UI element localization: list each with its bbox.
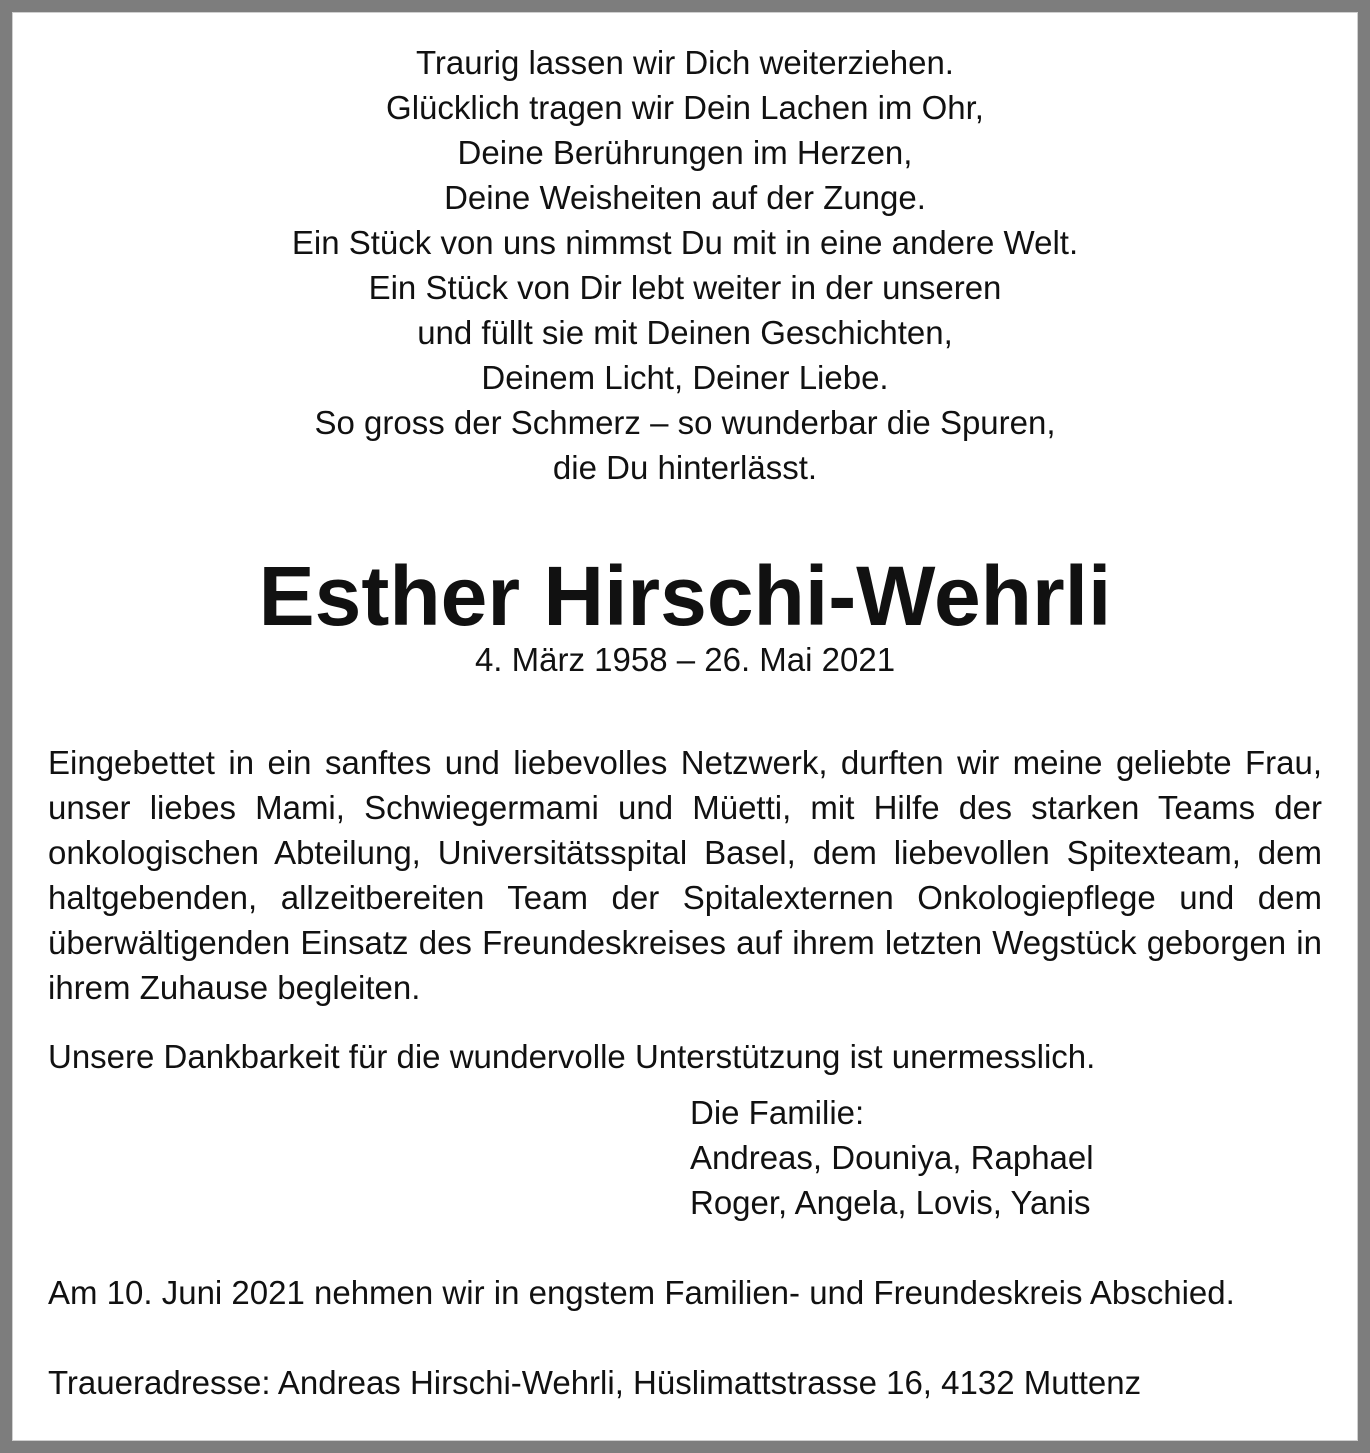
poem-line: Glücklich tragen wir Dein Lachen im Ohr, xyxy=(386,89,984,126)
poem-line: die Du hinterlässt. xyxy=(552,449,818,486)
poem-line: Ein Stück von uns nimmst Du mit in eine andere Welt. xyxy=(291,224,1079,261)
poem-line: Ein Stück von Dir lebt weiter in der unseren xyxy=(368,269,1002,306)
farewell-notice: Am 10. Juni 2021 nehmen wir in engstem Familien- und Freundeskreis Abschied. xyxy=(48,1274,1235,1311)
poem-line: Deinem Licht, Deiner Liebe. xyxy=(481,359,889,396)
thanks-line: Unsere Dankbarkeit für die wundervolle Unterstützung ist unermesslich. xyxy=(48,1038,1096,1075)
mourning-address: Traueradresse: Andreas Hirschi-Wehrli, Hüslimattstrasse 16, 4132 Muttenz xyxy=(48,1364,1142,1401)
body-paragraph: Eingebettet in ein sanftes und liebevolles Netzwerk, durften wir meine geliebte Frau, unser liebes Mami, Schwiegermami und Müetti, mit Hilfe des starken Teams der onkologischen Abteilung, Universitätsspital Basel, dem liebevollen Spitexteam, dem haltgebenden, allzeitbereiten Team der Spitalexternen Onkologiepflege und dem überwältigenden Einsatz des Freundeskreises auf ihrem letzten Wegstück geborgen in ihrem Zuhause begleiten. xyxy=(48,744,1322,1006)
family-line: Andreas, Douniya, Raphael xyxy=(690,1139,1094,1176)
family-line: Roger, Angela, Lovis, Yanis xyxy=(690,1184,1091,1221)
poem-line: Traurig lassen wir Dich weiterziehen. xyxy=(416,44,954,81)
deceased-name: Esther Hirschi-Wehrli xyxy=(258,549,1112,643)
poem-line: So gross der Schmerz – so wunderbar die Spuren, xyxy=(314,404,1056,441)
poem xyxy=(0,40,1370,490)
poem-line: Deine Weisheiten auf der Zunge. xyxy=(444,179,926,216)
life-dates: 4. März 1958 – 26. Mai 2021 xyxy=(474,641,896,678)
family-heading: Die Familie: xyxy=(690,1094,865,1131)
family-signature xyxy=(690,1090,1330,1225)
poem-line: Deine Berührungen im Herzen, xyxy=(457,134,913,171)
poem-line: und füllt sie mit Deinen Geschichten, xyxy=(417,314,953,351)
